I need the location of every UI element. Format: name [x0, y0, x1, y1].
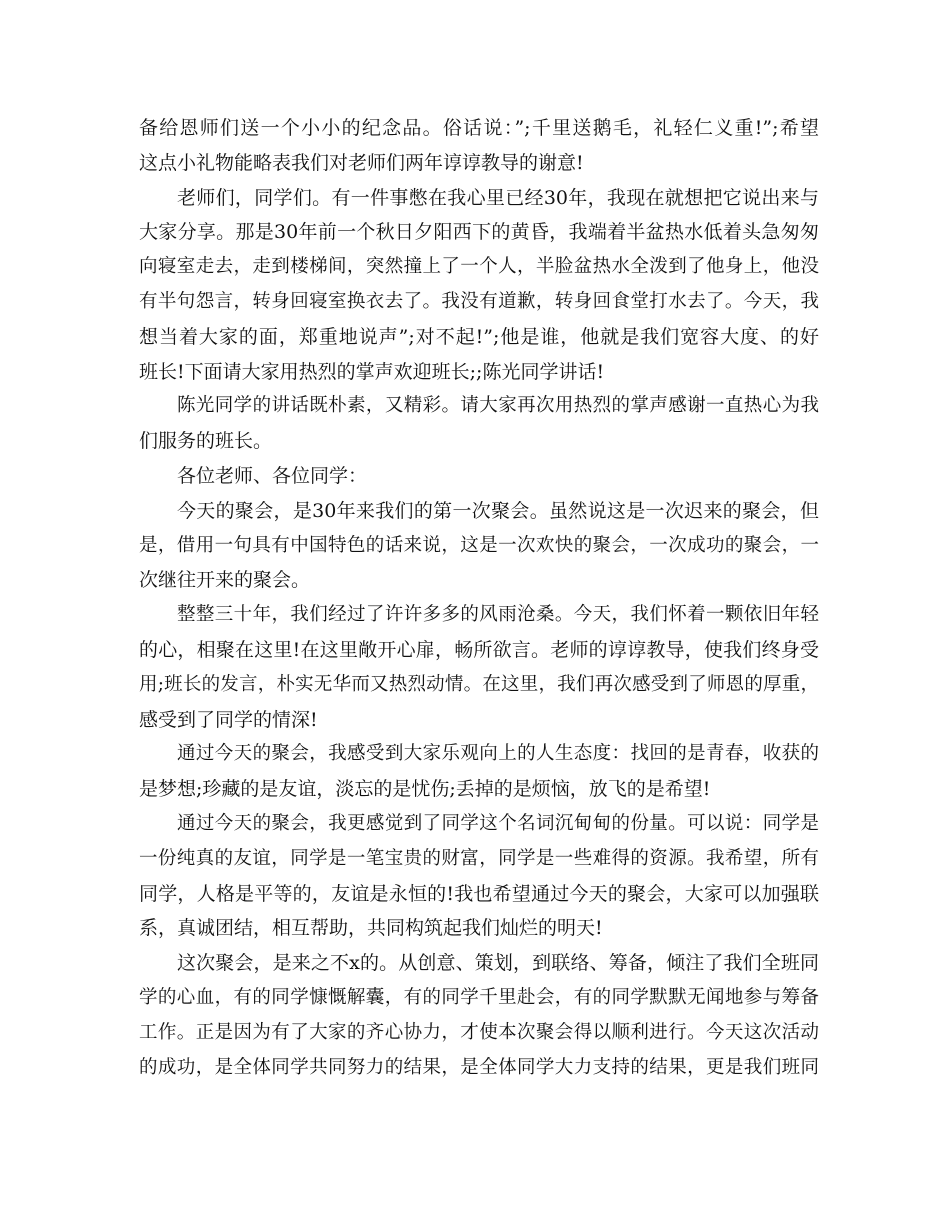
text-line: 想当着大家的面，郑重地说声”;对不起!”;他是谁，他就是我们宽容大度、的好 — [139, 325, 819, 348]
text-line: 陈光同学的讲话既朴素，又精彩。请大家再次用热烈的掌声感谢一直热心为我 — [177, 395, 819, 417]
text-line: 是梦想;珍藏的是友谊，淡忘的是忧伤;丢掉的是烦恼，放飞的是希望! — [139, 778, 711, 801]
text-line: 用;班长的发言，朴实无华而又热烈动情。在这里，我们再次感受到了师恩的厚重， — [139, 673, 819, 695]
text-line: 的成功，是全体同学共同努力的结果，是全体同学大力支持的结果，更是我们班同 — [139, 1056, 819, 1078]
text-line: 是，借用一句具有中国特色的话来说，这是一次欢快的聚会，一次成功的聚会，一 — [139, 534, 819, 556]
text-line: 整整三十年，我们经过了许许多多的风雨沧桑。今天，我们怀着一颗依旧年轻 — [177, 604, 819, 626]
text-line: 系，真诚团结，相互帮助，共同构筑起我们灿烂的明天! — [139, 917, 603, 940]
text-line: 备给恩师们送一个小小的纪念品。俗话说：”;千里送鹅毛，礼轻仁义重!”;希望 — [139, 117, 819, 139]
text-line: 同学，人格是平等的，友谊是永恒的!我也希望通过今天的聚会，大家可以加强联 — [139, 882, 819, 905]
document-body — [139, 111, 819, 1085]
text-line: 这次聚会，是来之不x的。从创意、策划，到联络、筹备，倾注了我们全班同 — [177, 952, 819, 975]
text-line: 学的心血，有的同学慷慨解囊，有的同学千里赴会，有的同学默默无闻地参与筹备 — [139, 986, 819, 1008]
text-line: 一份纯真的友谊，同学是一笔宝贵的财富，同学是一些难得的资源。我希望，所有 — [139, 847, 819, 869]
text-line: 有半句怨言，转身回寝室换衣去了。我没有道歉，转身回食堂打水去了。今天，我 — [139, 290, 819, 312]
text-line: 通过今天的聚会，我感受到大家乐观向上的人生态度：找回的是青春，收获的 — [177, 743, 819, 765]
text-line: 们服务的班长。 — [139, 430, 273, 453]
text-line: 今天的聚会，是30年来我们的第一次聚会。虽然说这是一次迟来的聚会，但 — [177, 499, 819, 522]
text-line: 工作。正是因为有了大家的齐心协力，才使本次聚会得以顺利进行。今天这次活动 — [139, 1021, 819, 1043]
text-line: 感受到了同学的情深! — [139, 708, 318, 731]
text-line: 各位老师、各位同学： — [177, 464, 368, 487]
text-line: 班长!下面请大家用热烈的掌声欢迎班长;;陈光同学讲话! — [139, 360, 605, 383]
text-line: 老师们，同学们。有一件事憋在我心里已经30年，我现在就想把它说出来与 — [177, 186, 819, 209]
text-line: 这点小礼物能略表我们对老师们两年谆谆教导的谢意! — [139, 151, 584, 174]
text-line: 大家分享。那是30年前一个秋日夕阳西下的黄昏，我端着半盆热水低着头急匆匆 — [139, 221, 819, 244]
text-line: 通过今天的聚会，我更感觉到了同学这个名词沉甸甸的份量。可以说：同学是 — [177, 812, 819, 834]
text-line: 次继往开来的聚会。 — [139, 569, 311, 592]
text-line: 的心，相聚在这里!在这里敞开心扉，畅所欲言。老师的谆谆教导，使我们终身受 — [139, 638, 819, 661]
text-line: 向寝室走去，走到楼梯间，突然撞上了一个人，半脸盆热水全泼到了他身上，他没 — [139, 256, 819, 278]
